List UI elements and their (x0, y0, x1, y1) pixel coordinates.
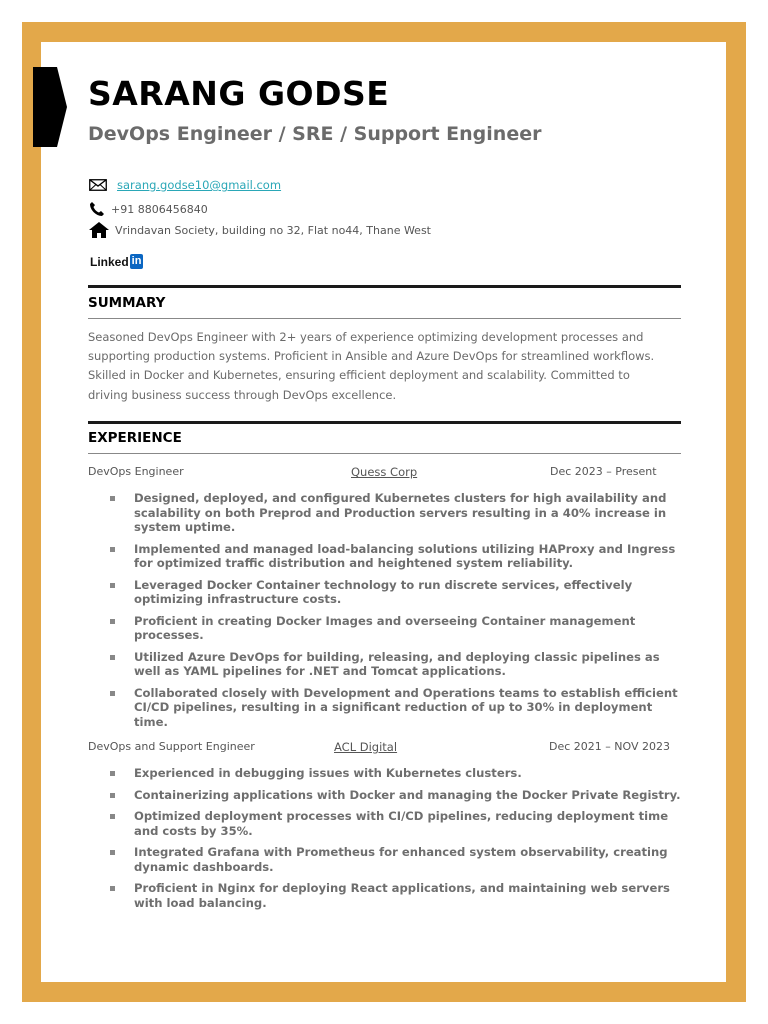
job-company: Quess Corp (351, 465, 418, 479)
job-bullet-list (110, 766, 685, 917)
bullet-square-icon (110, 793, 115, 798)
summary-heading: SUMMARY (88, 295, 166, 311)
bullet-square-icon (110, 886, 115, 891)
bullet-text: Utilized Azure DevOps for building, releasing, and deploying classic pipelines as well as YAML pipelines for .NET and Tomcat applications. (134, 649, 660, 678)
bullet-square-icon (110, 583, 115, 588)
bullet-square-icon (110, 655, 115, 660)
job-bullet (110, 491, 685, 535)
candidate-role: DevOps Engineer / SRE / Support Engineer (88, 123, 542, 145)
bullet-text: Implemented and managed load-balancing solutions utilizing HAProxy and Ingress for optimized traffic distribution and heightened system reliability. (134, 541, 676, 570)
job-bullet (110, 578, 685, 607)
home-icon (89, 222, 115, 238)
bullet-square-icon (110, 814, 115, 819)
experience-top-rule (88, 421, 681, 424)
email-link[interactable]: sarang.godse10@gmail.com (117, 178, 282, 192)
bullet-square-icon (110, 547, 115, 552)
bullet-text: Collaborated closely with Development and Operations teams to establish efficient CI/CD pipelines, resulting in a significant reduction of up to 30% in deployment time. (134, 685, 678, 729)
bullet-square-icon (110, 850, 115, 855)
bullet-square-icon (110, 691, 115, 696)
job-title: DevOps and Support Engineer (88, 740, 255, 753)
job-bullet (110, 650, 685, 679)
summary-top-rule (88, 285, 681, 288)
phone-icon (89, 201, 111, 217)
job-bullet (110, 809, 685, 838)
job-title: DevOps Engineer (88, 465, 184, 478)
summary-text: Seasoned DevOps Engineer with 2+ years of experience optimizing development processes and supporting production systems. Proficient in Ansible and Azure DevOps for streamlined workflows. Skilled in Docker and Kubernetes, ensuring efficient deployment and scalability. Committed to driving business success through DevOps excellence. (88, 330, 655, 402)
linkedin-wordmark: Linked (90, 254, 129, 269)
experience-bottom-rule (88, 453, 681, 454)
summary-bottom-rule (88, 318, 681, 319)
bullet-square-icon (110, 496, 115, 501)
job-bullet (110, 686, 685, 730)
bullet-text: Containerizing applications with Docker and managing the Docker Private Registry. (134, 787, 681, 802)
job-bullet (110, 881, 685, 910)
job-bullet (110, 614, 685, 643)
job-bullet (110, 845, 685, 874)
bullet-square-icon (110, 619, 115, 624)
bullet-text: Integrated Grafana with Prometheus for enhanced system observability, creating dynamic dashboards. (134, 845, 668, 874)
job-bullet-list (110, 491, 685, 736)
contact-email-row (89, 178, 281, 192)
experience-heading: EXPERIENCE (88, 430, 182, 446)
bullet-text: Proficient in creating Docker Images and overseeing Container management processes. (134, 613, 636, 642)
linkedin-in-badge: in (131, 255, 142, 267)
job-bullet (110, 542, 685, 571)
job-dates: Dec 2021 – NOV 2023 (549, 740, 670, 753)
contact-phone-row (89, 201, 208, 217)
job-bullet (110, 766, 685, 781)
bullet-text: Experienced in debugging issues with Kubernetes clusters. (134, 766, 522, 780)
candidate-name: SARANG GODSE (88, 74, 390, 113)
bullet-text: Leveraged Docker Container technology to run discrete services, effectively optimizing infrastructure costs. (134, 577, 633, 606)
job-company: ACL Digital (334, 740, 398, 754)
bullet-text: Optimized deployment processes with CI/CD pipelines, reducing deployment time and costs by 35%. (134, 809, 669, 838)
bullet-square-icon (110, 771, 115, 776)
envelope-icon (89, 179, 111, 191)
job-header (88, 465, 680, 481)
address-text: Vrindavan Society, building no 32, Flat no44, Thane West (115, 223, 431, 237)
job-dates: Dec 2023 – Present (550, 465, 657, 478)
phone-number: +91 8806456840 (111, 202, 208, 216)
header-tag-decoration (33, 67, 67, 147)
bullet-text: Proficient in Nginx for deploying React applications, and maintaining web servers with load balancing. (134, 881, 670, 910)
job-bullet (110, 788, 685, 803)
linkedin-logo[interactable] (90, 254, 143, 269)
contact-address-row (89, 222, 431, 238)
job-header (88, 740, 680, 756)
bullet-text: Designed, deployed, and configured Kubernetes clusters for high availability and scalability on both Preprod and Production servers resulting in a 40% increase in system uptime. (134, 491, 667, 534)
